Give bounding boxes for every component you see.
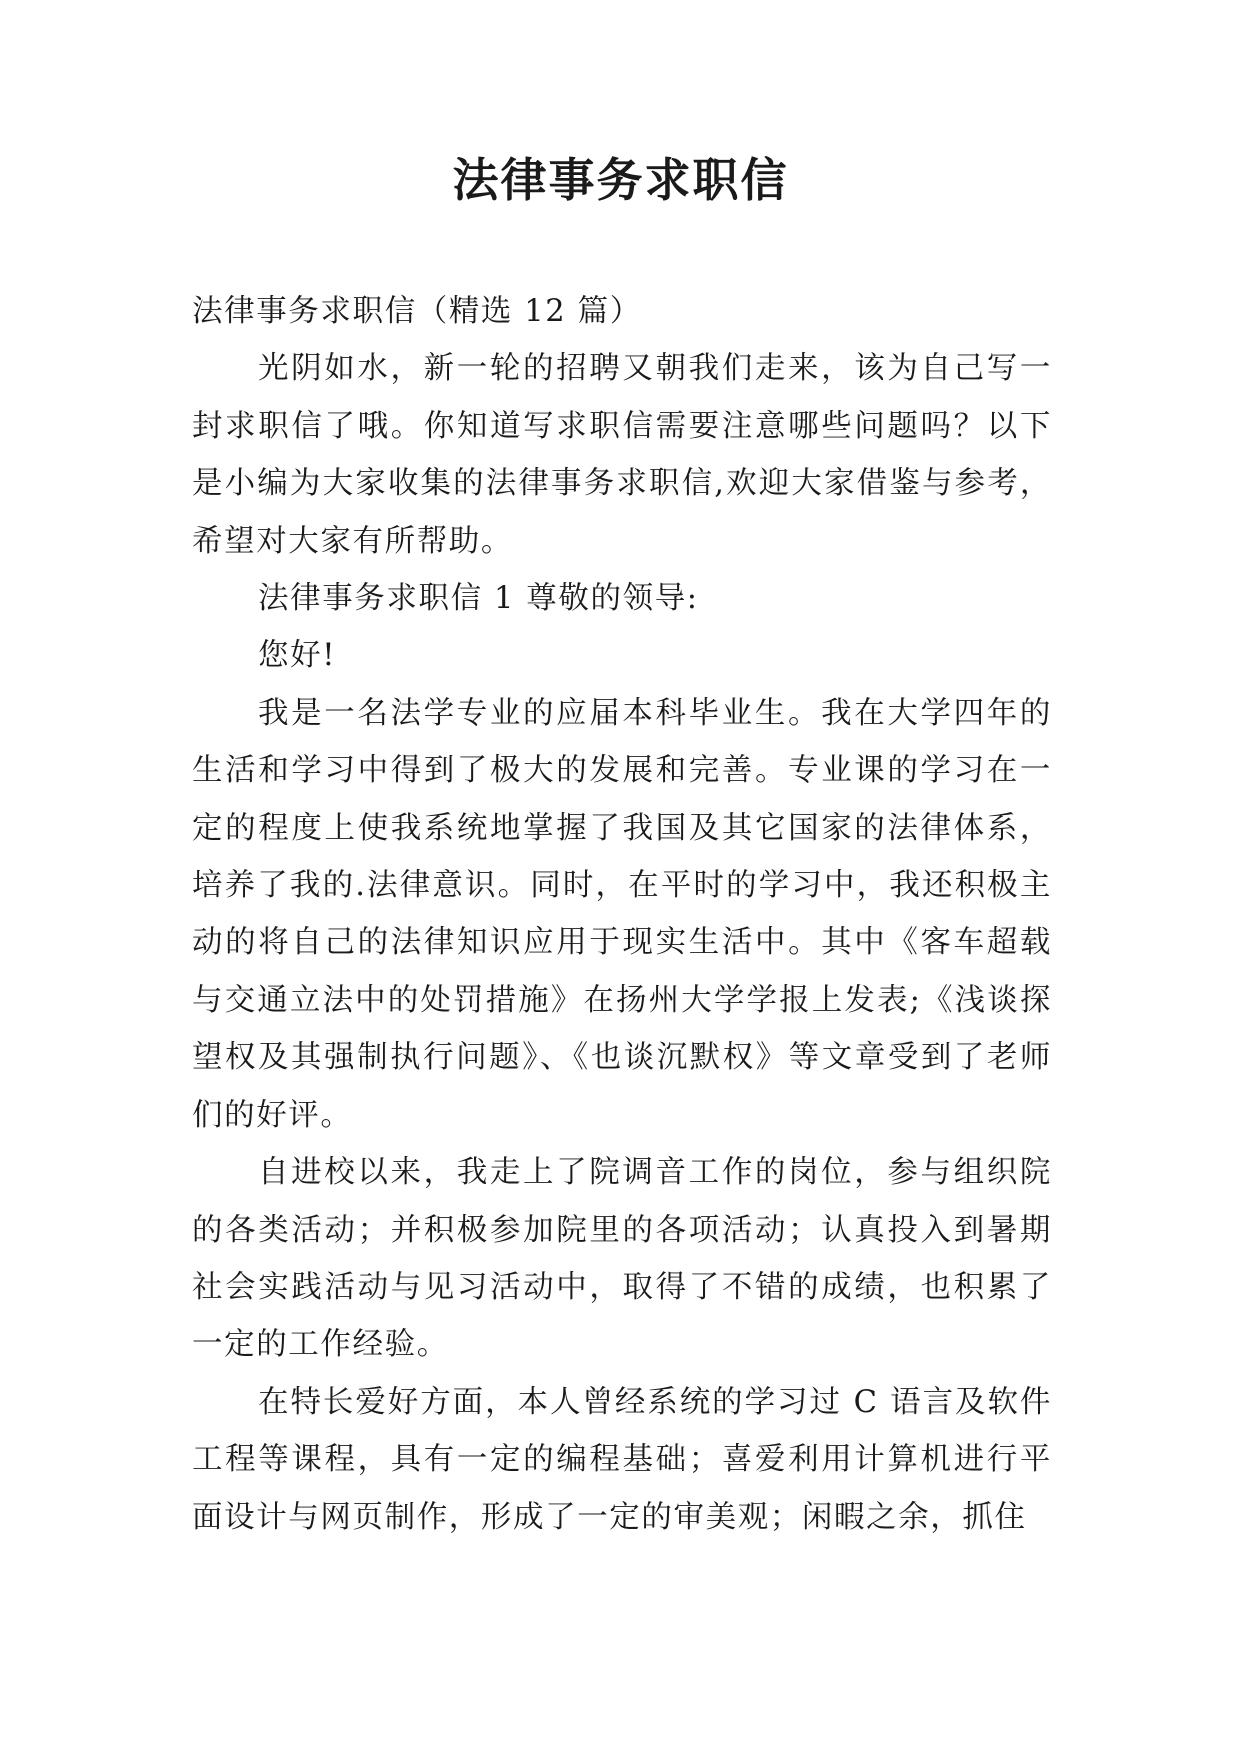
letter-heading: 法律事务求职信 1 尊敬的领导: <box>258 581 699 617</box>
body-paragraph: 我是一名法学专业的应届本科毕业生。我在大学四年的生活和学习中得到了极大的发展和完善。专业课的学习在一定的程度上使我系统地掌握了我国及其它国家的法律体系，培养了我的.法律意识。同时，在平时的学习中，我还积极主动的将自己的法律知识应用于现实生活中。其中《客车超载与交通立法中的处罚措施》在扬州大学学报上发表;《浅谈探望权及其强制执行问题》、《也谈沉默权》等文章受到了老师们的好评。 <box>192 695 1052 1133</box>
document-title: 法律事务求职信 <box>452 153 789 207</box>
body-paragraph: 在特长爱好方面，本人曾经系统的学习过 C 语言及软件工程等课程，具有一定的编程基础；喜爱利用计算机进行平面设计与网页制作，形成了一定的审美观；闲暇之余，抓住 <box>192 1384 1052 1535</box>
intro-paragraph: 光阴如水，新一轮的招聘又朝我们走来，该为自己写一封求职信了哦。你知道写求职信需要注意哪些问题吗？以下是小编为大家收集的法律事务求职信,欢迎大家借鉴与参考，希望对大家有所帮助。 <box>192 351 1052 559</box>
subtitle-paragraph: 法律事务求职信（精选 12 篇） <box>192 294 642 329</box>
greeting: 您好! <box>258 638 337 674</box>
body-paragraph: 自进校以来，我走上了院调音工作的岗位，参与组织院的各类活动；并积极参加院里的各项活动；认真投入到暑期社会实践活动与见习活动中，取得了不错的成绩，也积累了一定的工作经验。 <box>192 1155 1052 1363</box>
document-body <box>192 283 1052 1546</box>
